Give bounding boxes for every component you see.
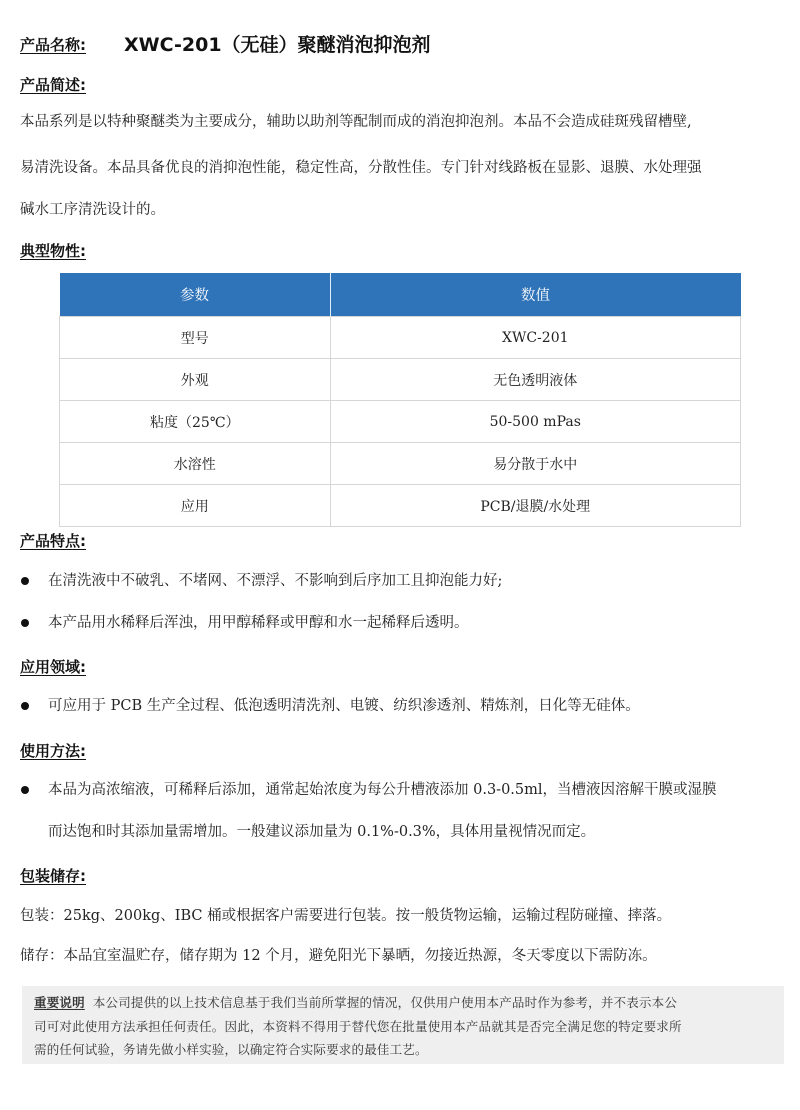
notice-label: 重要说明 [34, 995, 85, 1010]
property-value: PCB/退膜/水处理 [330, 485, 741, 527]
bullet-icon [21, 619, 29, 627]
property-value: 无色透明液体 [330, 359, 741, 401]
overview-heading: 产品简述: [20, 76, 86, 94]
important-notice-box [22, 986, 784, 1064]
bullet-icon [21, 577, 29, 585]
overview-line-3: 碱水工序清洗设计的。 [20, 202, 165, 218]
table-row [60, 443, 741, 485]
features-heading: 产品特点: [20, 532, 86, 550]
property-name: 外观 [60, 359, 331, 401]
feature-item-1: 在清洗液中不破乳、不堵网、不漂浮、不影响到后序加工且抑泡能力好; [48, 573, 503, 589]
table-row [60, 317, 741, 359]
applications-heading: 应用领域: [20, 658, 86, 676]
overview-line-1: 本品系列是以特种聚醚类为主要成分，辅助以助剂等配制而成的消泡抑泡剂。本品不会造成硅斑残留槽壁, [20, 114, 692, 130]
storage-text: 储存：本品宜室温贮存，储存期为 12 个月，避免阳光下暴晒，勿接近热源，冬天零度以下需防冻。 [20, 948, 657, 964]
property-name: 型号 [60, 317, 331, 359]
notice-line-1 [34, 993, 677, 1011]
property-value: XWC-201 [330, 317, 741, 359]
table-row [60, 401, 741, 443]
feature-item-2: 本产品用水稀释后浑浊，用甲醇稀释或甲醇和水一起稀释后透明。 [48, 615, 469, 631]
application-item-1: 可应用于 PCB 生产全过程、低泡透明清洗剂、电镀、纺织渗透剂、精炼剂，日化等无硅体。 [48, 698, 640, 714]
product-name-label: 产品名称: [20, 36, 86, 54]
packaging-heading: 包装储存: [20, 867, 86, 885]
column-header-parameter: 参数 [60, 273, 331, 317]
properties-table [59, 273, 741, 527]
bullet-icon [21, 702, 29, 710]
property-name: 粘度（25℃） [60, 401, 331, 443]
overview-line-2: 易清洗设备。本品具备优良的消抑泡性能，稳定性高，分散性佳。专门针对线路板在显影、退膜、水处理强 [20, 160, 702, 176]
notice-line-2: 司可对此使用方法承担任何责任。因此，本资料不得用于替代您在批量使用本产品就其是否完全满足您的特定要求所 [34, 1019, 682, 1034]
usage-line-2: 而达饱和时其添加量需增加。一般建议添加量为 0.1%-0.3%，具体用量视情况而定。 [48, 824, 596, 840]
property-value: 50-500 mPas [330, 401, 741, 443]
notice-text-1: 本公司提供的以上技术信息基于我们当前所掌握的情况，仅供用户使用本产品时作为参考，并不表示本公 [92, 995, 678, 1010]
bullet-icon [21, 786, 29, 794]
properties-header-row [60, 273, 741, 317]
table-row [60, 359, 741, 401]
table-row [60, 485, 741, 527]
usage-line-1: 本品为高浓缩液，可稀释后添加，通常起始浓度为每公升槽液添加 0.3-0.5ml，当槽液因溶解干膜或湿膜 [48, 782, 717, 798]
property-value: 易分散于水中 [330, 443, 741, 485]
property-name: 应用 [60, 485, 331, 527]
packaging-text: 包装：25kg、200kg、IBC 桶或根据客户需要进行包装。按一般货物运输，运输过程防碰撞、摔落。 [20, 908, 672, 924]
properties-heading: 典型物性: [20, 242, 86, 260]
column-header-value: 数值 [330, 273, 741, 317]
product-name: XWC-201（无硅）聚醚消泡抑泡剂 [124, 34, 431, 56]
notice-line-3: 需的任何试验，务请先做小样实验，以确定符合实际要求的最佳工艺。 [34, 1042, 428, 1057]
property-name: 水溶性 [60, 443, 331, 485]
usage-heading: 使用方法: [20, 742, 86, 760]
